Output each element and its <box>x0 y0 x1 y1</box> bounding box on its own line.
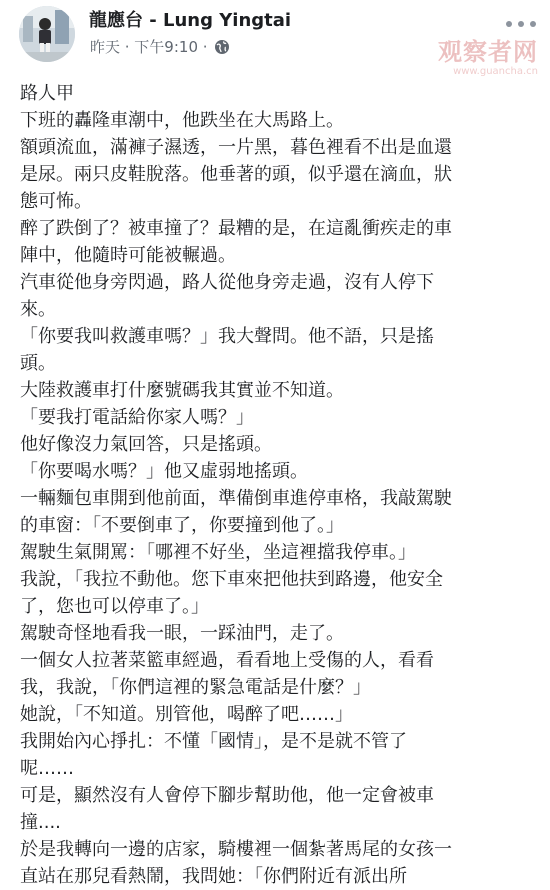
more-dot <box>518 21 524 27</box>
post-line: 汽車從他身旁閃過，路人從他身旁走過，沒有人停下 <box>20 272 434 293</box>
post-line: 一個女人拉著菜籃車經過，看看地上受傷的人，看看 <box>20 650 434 671</box>
post-line: 態可怖。 <box>20 191 92 212</box>
post-line: 的車窗：「不要倒車了，你要撞到他了。」 <box>20 515 344 536</box>
post-line: 我開始內心掙扎：不懂「國情」，是不是就不管了 <box>20 731 407 752</box>
author-avatar[interactable] <box>19 6 75 62</box>
author-name[interactable]: 龍應台 - Lung Yingtai <box>89 10 292 31</box>
post-line: 額頭流血，滿褲子濕透，一片黑，暮色裡看不出是血還 <box>20 137 452 158</box>
post-line: 她說，「不知道。別管他，喝醉了吧……」 <box>20 704 353 725</box>
post-meta <box>90 37 230 57</box>
post-line: 一輛麵包車開到他前面，準備倒車進停車格，我敲駕駛 <box>20 488 452 509</box>
post-line: 路人甲 <box>20 83 74 104</box>
post-line: 「你要我叫救護車嗎？」我大聲問。他不語，只是搖 <box>20 326 434 347</box>
post-line: 來。 <box>20 299 56 320</box>
post-line: 他好像沒力氣回答，只是搖頭。 <box>20 434 272 455</box>
more-dot <box>506 21 512 27</box>
post-line: 是尿。兩只皮鞋脫落。他垂著的頭，似乎還在滴血，狀 <box>20 164 452 185</box>
post-line: 了，您也可以停車了。」 <box>20 596 209 617</box>
post-line: 醉了跌倒了？被車撞了？最糟的是，在這亂衝疾走的車 <box>20 218 452 239</box>
post-line: 陣中，他隨時可能被輾過。 <box>20 245 236 266</box>
post-line: 「你要喝水嗎？」他又虛弱地搖頭。 <box>20 461 308 482</box>
post-line: 可是，顯然沒有人會停下腳步幫助他，他一定會被車 <box>20 785 434 806</box>
post-line: 駕駛奇怪地看我一眼，一踩油門，走了。 <box>20 623 344 644</box>
post-line: 撞.... <box>20 812 61 833</box>
avatar-image <box>19 6 75 62</box>
post-line: 直站在那兒看熱鬧，我問她：「你們附近有派出所 <box>20 866 407 887</box>
more-options-icon[interactable] <box>506 16 536 32</box>
post-line: 下班的轟隆車潮中，他跌坐在大馬路上。 <box>20 110 344 131</box>
post-line: 我，我說，「你們這裡的緊急電話是什麼？」 <box>20 677 371 698</box>
more-dot <box>530 21 536 27</box>
watermark-logo: 观察者网 <box>438 38 538 66</box>
post-time[interactable]: 昨天 · 下午9:10 · <box>90 38 208 56</box>
post-line: 於是我轉向一邊的店家，騎樓裡一個紮著馬尾的女孩一 <box>20 839 452 860</box>
post-line: 呢…… <box>20 758 74 779</box>
post-line: 駕駛生氣開罵：「哪裡不好坐，坐這裡擋我停車。」 <box>20 542 416 563</box>
post-line: 大陸救護車打什麼號碼我其實並不知道。 <box>20 380 344 401</box>
post-line: 我說，「我拉不動他。您下車來把他扶到路邊，他安全 <box>20 569 443 590</box>
globe-icon[interactable] <box>214 39 230 55</box>
watermark-url: www.guancha.cn <box>453 66 538 77</box>
post-body <box>20 80 534 890</box>
post-header <box>0 0 550 77</box>
post-line: 頭。 <box>20 353 56 374</box>
post-line: 「要我打電話給你家人嗎？」 <box>20 407 254 428</box>
